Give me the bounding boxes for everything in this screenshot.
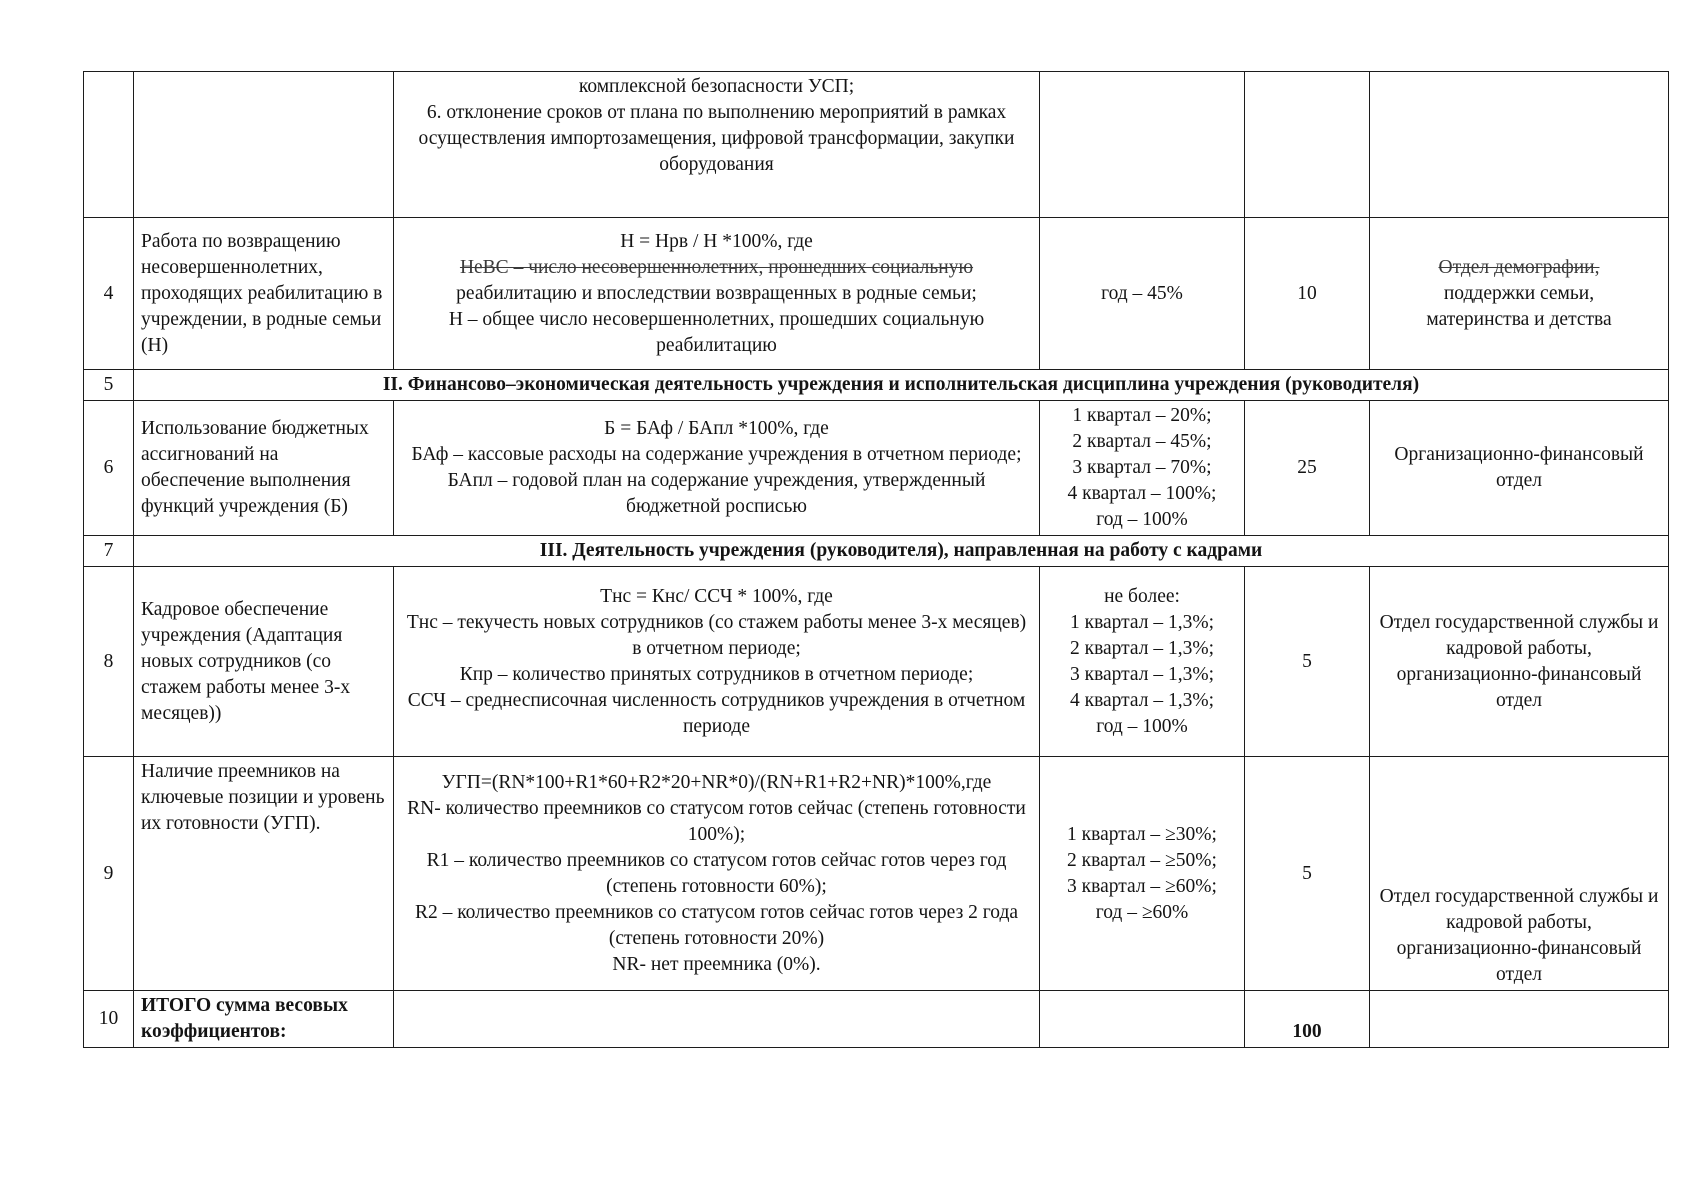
formula-line: реабилитацию и впоследствии возвращенных в родные семьи; (456, 282, 977, 304)
formula-main: Н = Нрв / Н *100%, где (620, 230, 813, 252)
formula-line: БАпл – годовой план на содержание учреждения, утвержденный бюджетной росписью (447, 470, 986, 517)
plan-line: год – ≥60% (1095, 901, 1189, 923)
row-number: 4 (84, 218, 134, 370)
formula-cell (394, 218, 1040, 370)
formula-line: Кпр – количество принятых сотрудников в отчетном периоде; (459, 663, 974, 685)
plan-line: 4 квартал – 1,3%; (1069, 689, 1215, 711)
formula-line: Тнс = Кнс/ ССЧ * 100%, где (600, 585, 833, 607)
row-number-cell (84, 72, 134, 218)
table-row-continuation (84, 72, 1669, 218)
indicators-table (83, 71, 1669, 1048)
formula-cell (394, 72, 1040, 218)
formula-struck-line: НеВС – число несовершеннолетних, прошедших социальную (459, 256, 974, 278)
department-struck-line: Отдел демографии, (1438, 256, 1600, 278)
plan-line: 2 квартал – ≥50%; (1067, 849, 1217, 871)
table-row-4 (84, 218, 1669, 370)
department-cell (1370, 218, 1669, 370)
formula-line: R1 – количество преемников со статусом готов сейчас готов через год (степень готовности 60%); (426, 849, 1007, 897)
formula-line: 6. отклонение сроков от плана по выполнению мероприятий в рамках осуществления импортозамещения, цифровой трансформации, закупки оборудования (418, 102, 1015, 175)
row-number: 8 (84, 567, 134, 757)
department-name: Организационно-финансовый отдел (1370, 401, 1669, 536)
weight-value: 5 (1245, 757, 1370, 991)
plan-cell (1040, 72, 1245, 218)
formula-line: комплексной безопасности УСП; (578, 76, 855, 97)
department-cell (1370, 72, 1669, 218)
total-weight: 100 (1245, 991, 1370, 1048)
section-heading: III. Деятельность учреждения (руководителя), направленная на работу с кадрами (134, 536, 1669, 567)
formula-line: БАф – кассовые расходы на содержание учреждения в отчетном периоде; (411, 444, 1022, 465)
department-name: Отдел государственной службы и кадровой работы, организационно-финансовый отдел (1370, 757, 1669, 991)
formula-line: Б = БАф / БАпл *100%, где (604, 418, 829, 439)
plan-line: 3 квартал – 1,3%; (1069, 663, 1215, 685)
section-heading: II. Финансово–экономическая деятельность учреждения и исполнительская дисциплина учреждения (руководителя) (134, 370, 1669, 401)
plan-line: 2 квартал – 45%; (1072, 431, 1212, 452)
formula-line: RN- количество преемников со статусом готов сейчас (степень готовности 100%); (407, 797, 1026, 845)
department-line: материнства и детства (1426, 308, 1612, 330)
table-row-8 (84, 567, 1669, 757)
plan-cell (1040, 567, 1245, 757)
row-number: 10 (84, 991, 134, 1048)
row-number: 9 (84, 757, 134, 991)
department-name: Отдел государственной службы и кадровой работы, организационно-финансовый отдел (1370, 567, 1669, 757)
weight-value: 25 (1245, 401, 1370, 536)
formula-cell (394, 991, 1040, 1048)
plan-line: год – 100% (1096, 509, 1188, 530)
plan-cell (1040, 991, 1245, 1048)
formula-line: ССЧ – среднесписочная численность сотрудников учреждения в отчетном периоде (407, 689, 1026, 737)
plan-line: год – 100% (1096, 715, 1188, 737)
weight-value: 10 (1245, 218, 1370, 370)
formula-cell (394, 757, 1040, 991)
formula-cell (394, 401, 1040, 536)
formula-line: NR- нет преемника (0%). (612, 953, 821, 975)
indicator-name: Кадровое обеспечение учреждения (Адаптация новых сотрудников (со стажем работы менее 3-х месяцев)) (134, 567, 394, 757)
formula-line: Н – общее число несовершеннолетних, прошедших социальную реабилитацию (448, 308, 985, 356)
indicator-name: Наличие преемников на ключевые позиции и уровень их готовности (УГП). (134, 757, 394, 991)
table-row-7 (84, 536, 1669, 567)
plan-cell (1040, 757, 1245, 991)
department-line: поддержки семьи, (1443, 282, 1595, 304)
plan-value: год – 45% (1040, 218, 1245, 370)
formula-line: R2 – количество преемников со статусом готов сейчас готов через 2 года (степень готовности 20%) (414, 901, 1019, 949)
plan-line: 1 квартал – ≥30%; (1067, 823, 1217, 845)
row-number: 7 (84, 536, 134, 567)
indicator-name: Работа по возвращению несовершеннолетних, проходящих реабилитацию в учреждении, в родные семьи (Н) (134, 218, 394, 370)
plan-line: 1 квартал – 1,3%; (1069, 611, 1215, 633)
plan-line: 4 квартал – 100%; (1067, 483, 1217, 504)
weight-value: 5 (1245, 567, 1370, 757)
plan-line: 3 квартал – 70%; (1072, 457, 1212, 478)
department-cell (1370, 991, 1669, 1048)
total-label: ИТОГО сумма весовых коэффициентов: (134, 991, 394, 1048)
formula-cell (394, 567, 1040, 757)
plan-line: 3 квартал – ≥60%; (1067, 875, 1217, 897)
plan-cell (1040, 401, 1245, 536)
plan-line: не более: (1104, 585, 1180, 607)
plan-line: 2 квартал – 1,3%; (1069, 637, 1215, 659)
indicator-cell (134, 72, 394, 218)
weight-cell (1245, 72, 1370, 218)
row-number: 5 (84, 370, 134, 401)
table-row-6 (84, 401, 1669, 536)
table-row-9 (84, 757, 1669, 991)
indicator-name: Использование бюджетных ассигнований на обеспечение выполнения функций учреждения (Б) (134, 401, 394, 536)
plan-line: 1 квартал – 20%; (1072, 405, 1212, 426)
formula-line: Тнс – текучесть новых сотрудников (со стажем работы менее 3-х месяцев) в отчетном периоде; (406, 611, 1027, 659)
table-row-10-total (84, 991, 1669, 1048)
row-number: 6 (84, 401, 134, 536)
formula-line: УГП=(RN*100+R1*60+R2*20+NR*0)/(RN+R1+R2+NR)*100%,где (441, 771, 992, 793)
table-row-5 (84, 370, 1669, 401)
